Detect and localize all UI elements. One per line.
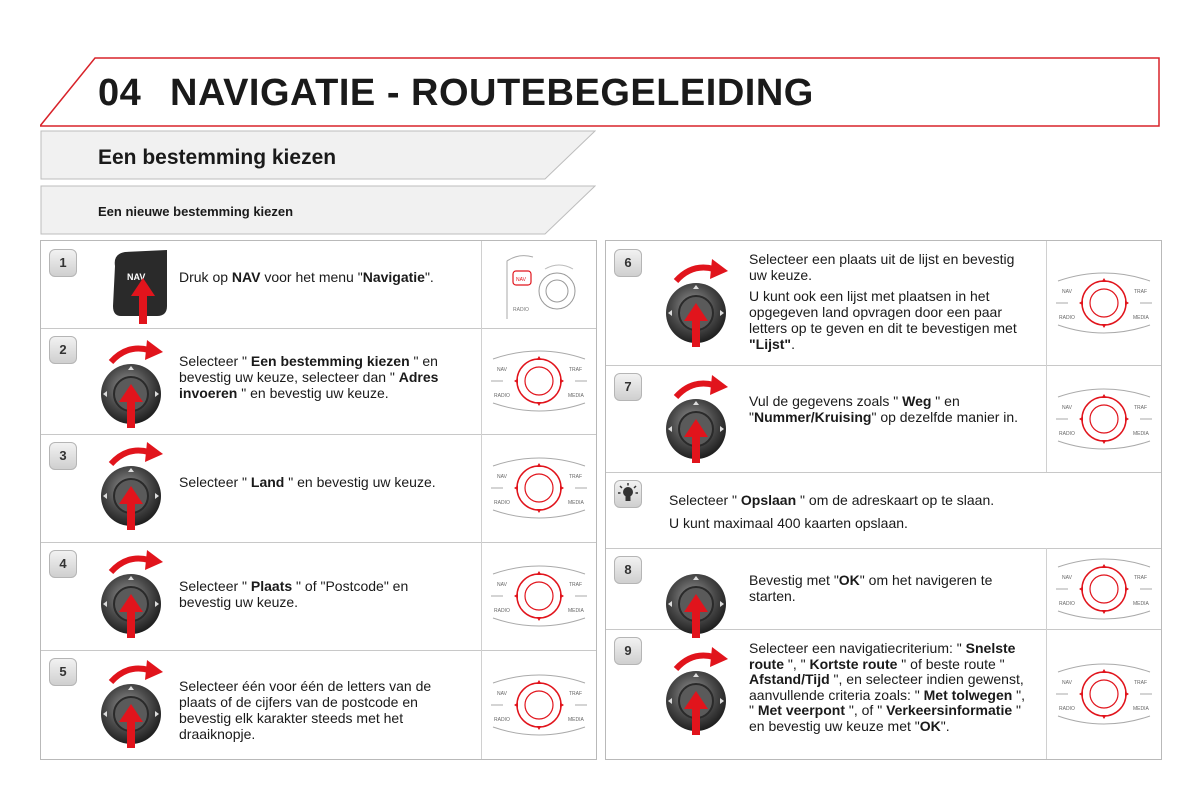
svg-text:RADIO: RADIO: [494, 716, 510, 723]
step-number: 4: [49, 550, 77, 578]
control-panel-thumbnail: [481, 328, 596, 434]
step-text: Selecteer " Plaats " of "Postcode" en bevestig uw keuze.: [179, 578, 409, 610]
tip-note: [606, 472, 1161, 549]
svg-text:RADIO: RADIO: [1059, 600, 1075, 607]
control-panel-thumbnail: [481, 434, 596, 542]
step-number: 8: [614, 556, 642, 584]
svg-text:RADIO: RADIO: [494, 393, 510, 399]
control-panel-thumbnail: [1046, 241, 1161, 365]
control-panel-thumbnail: [1046, 548, 1161, 629]
chapter-number: 04: [98, 72, 142, 114]
svg-text:NAV: NAV: [1062, 680, 1072, 686]
step-5: [41, 650, 596, 759]
steps-right-panel: [605, 240, 1162, 760]
svg-text:NAV: NAV: [497, 582, 507, 588]
step-text: Selecteer een plaats uit de lijst en bevestig uw keuze. U kunt ook een lijst met plaatsen in het opgegeven land opvragen door een paar letters op te geven en dit te bevestigen met "Lijst".: [749, 251, 1017, 352]
step-text: Bevestig met "OK" om het navigeren te starten.: [749, 572, 993, 604]
svg-text:NAV: NAV: [497, 690, 507, 697]
step-6: [606, 241, 1161, 366]
step-3: [41, 434, 596, 543]
control-panel-thumbnail: [1046, 629, 1161, 759]
svg-text:MEDIA: MEDIA: [1133, 430, 1149, 437]
svg-text:TRAF: TRAF: [569, 690, 583, 697]
rotary-knob-illustration: [662, 255, 736, 356]
step-text: Selecteer " Land " en bevestig uw keuze.: [179, 474, 436, 490]
step-2: [41, 328, 596, 435]
step-number: 3: [49, 442, 77, 470]
step-number: 9: [614, 637, 642, 665]
svg-text:MEDIA: MEDIA: [568, 500, 584, 506]
svg-text:NAV: NAV: [497, 474, 507, 480]
svg-text:MEDIA: MEDIA: [1133, 315, 1149, 321]
svg-text:NAV: NAV: [127, 272, 146, 282]
svg-text:TRAF: TRAF: [1134, 404, 1148, 411]
step-4: [41, 542, 596, 651]
svg-text:RADIO: RADIO: [1059, 706, 1075, 712]
step-1: [41, 241, 596, 329]
step-number: 2: [49, 336, 77, 364]
svg-text:TRAF: TRAF: [569, 474, 583, 480]
svg-text:TRAF: TRAF: [1134, 574, 1148, 581]
steps-left-panel: [40, 240, 597, 760]
control-panel-thumbnail: [481, 241, 596, 328]
control-panel-thumbnail: [481, 542, 596, 650]
rotary-knob-illustration: [97, 336, 171, 437]
step-8: [606, 548, 1161, 630]
svg-text:NAV: NAV: [1062, 289, 1072, 295]
svg-text:TRAF: TRAF: [569, 367, 583, 373]
step-7: [606, 365, 1161, 473]
step-text: Druk op NAV voor het menu "Navigatie".: [179, 269, 434, 285]
svg-text:RADIO: RADIO: [1059, 430, 1075, 437]
svg-text:NAV: NAV: [1062, 574, 1072, 581]
page-title: NAVIGATIE - ROUTEBEGELEIDING: [170, 72, 814, 114]
svg-text:NAV: NAV: [497, 367, 507, 373]
lightbulb-icon: [614, 480, 642, 508]
step-number: 6: [614, 249, 642, 277]
svg-text:RADIO: RADIO: [1059, 315, 1075, 321]
step-text: Selecteer " Een bestemming kiezen " en bevestig uw keuze, selecteer dan " Adres invoeren " en bevestig uw keuze.: [179, 353, 439, 401]
step-number: 1: [49, 249, 77, 277]
rotary-knob-illustration: [97, 438, 171, 539]
rotary-knob-illustration: [97, 546, 171, 647]
section-title: Een bestemming kiezen: [98, 146, 337, 169]
step-text: Selecteer één voor één de letters van de plaats of de cijfers van de postcode en bevestig elk karakter steeds met het draaiknopje.: [179, 678, 432, 742]
rotary-knob-illustration: [662, 643, 736, 744]
svg-text:NAV: NAV: [1062, 404, 1072, 411]
svg-text:MEDIA: MEDIA: [1133, 600, 1149, 607]
svg-text:TRAF: TRAF: [1134, 680, 1148, 686]
step-number: 7: [614, 373, 642, 401]
step-number: 5: [49, 658, 77, 686]
nav-button-illustration: [101, 246, 171, 331]
tip-text: Selecteer " Opslaan " om de adreskaart op te slaan. U kunt maximaal 400 kaarten opslaan.: [669, 492, 995, 531]
svg-text:TRAF: TRAF: [569, 582, 583, 588]
svg-text:MEDIA: MEDIA: [568, 393, 584, 399]
subsection-title: Een nieuwe bestemming kiezen: [98, 204, 294, 219]
svg-text:RADIO: RADIO: [494, 500, 510, 506]
step-text: Selecteer een navigatiecriterium: " Snelste route ", " Kortste route " of beste route " Afstand/Tijd ", en selecteer indien gewenst, aanvullende criteria zoals: " Met tolwegen ", " Met veerpont ", of " Verkeersinformatie " en bevestig uw keuze met "OK".: [749, 640, 1026, 734]
svg-text:TRAF: TRAF: [1134, 289, 1148, 295]
rotary-knob-illustration: [97, 656, 171, 757]
svg-text:MEDIA: MEDIA: [1133, 706, 1149, 712]
control-panel-thumbnail: [1046, 365, 1161, 472]
svg-text:NAV: NAV: [516, 276, 526, 283]
step-9: [606, 629, 1161, 759]
svg-text:RADIO: RADIO: [494, 608, 510, 614]
svg-text:MEDIA: MEDIA: [568, 608, 584, 614]
control-panel-thumbnail: [481, 650, 596, 759]
svg-text:RADIO: RADIO: [513, 306, 529, 313]
step-text: Vul de gegevens zoals " Weg " en "Nummer/Kruising" op dezelfde manier in.: [749, 393, 1019, 425]
rotary-knob-illustration: [662, 371, 736, 472]
svg-text:MEDIA: MEDIA: [568, 716, 584, 723]
